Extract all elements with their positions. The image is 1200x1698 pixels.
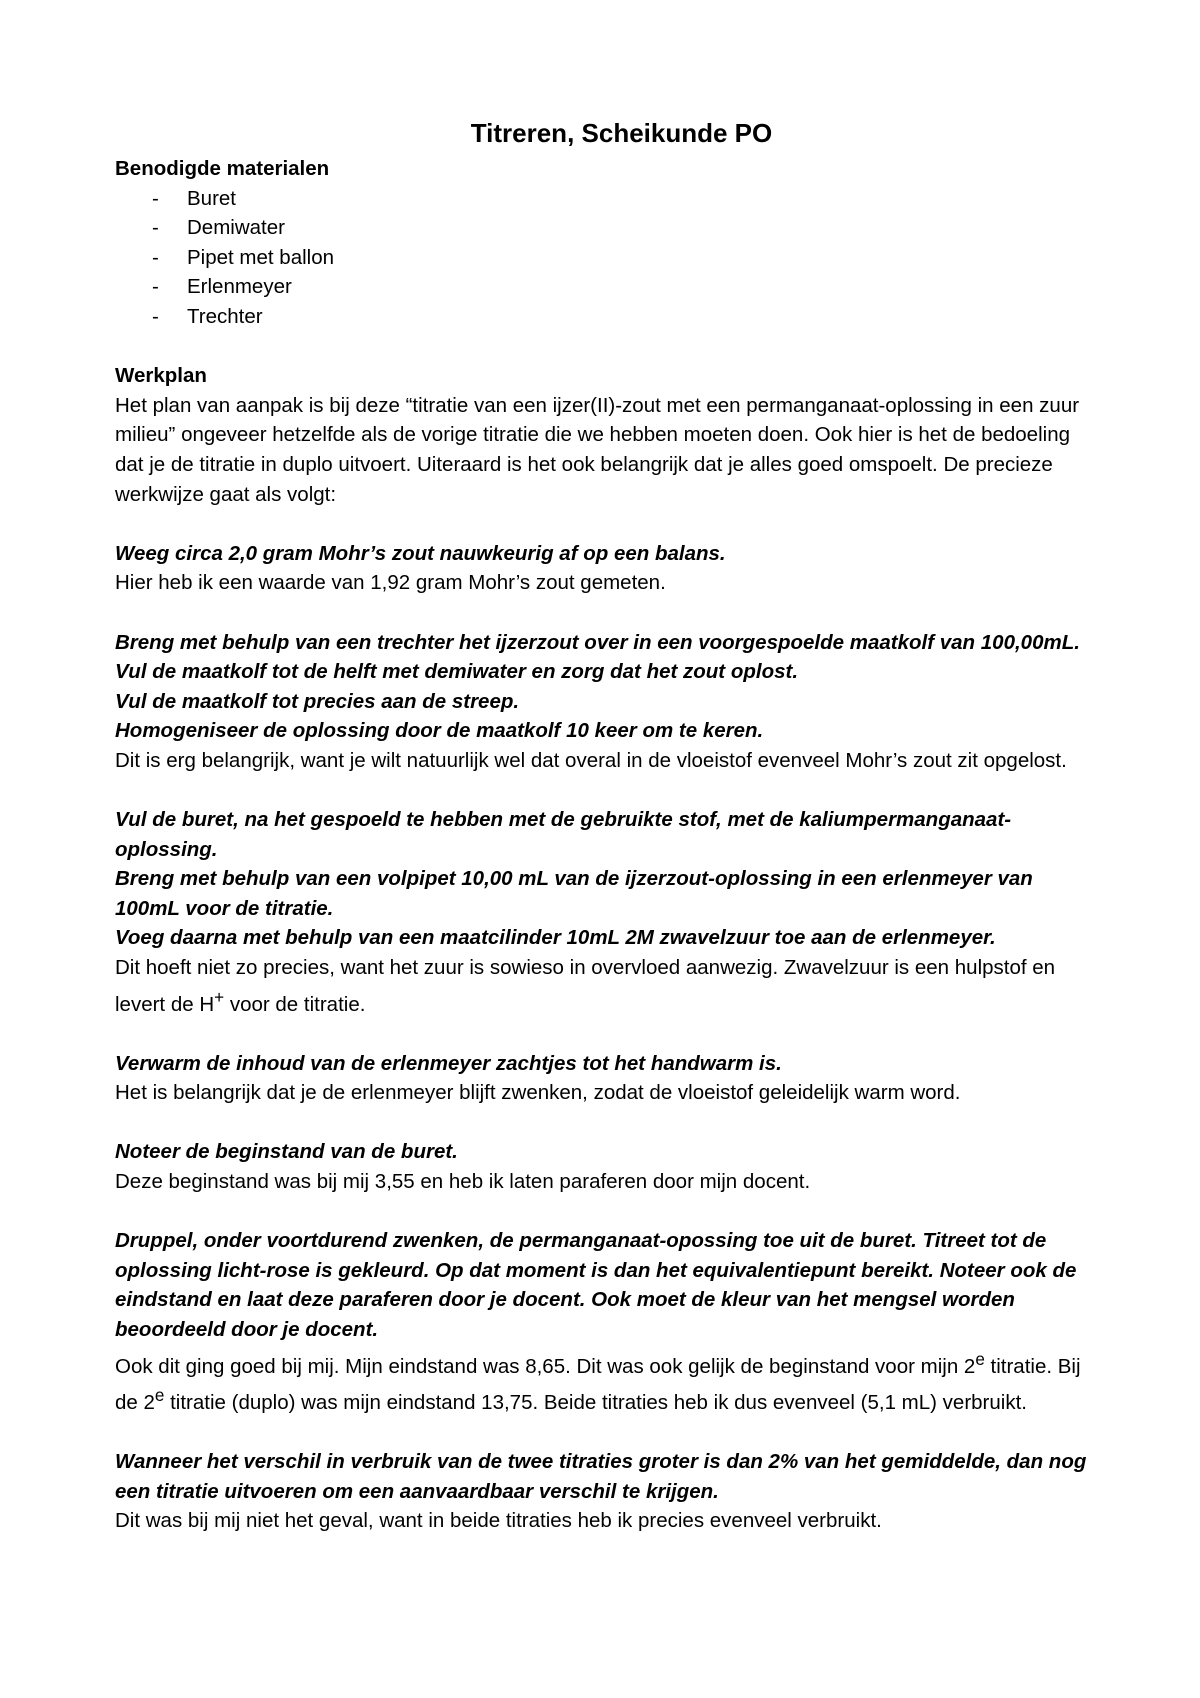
list-item-text: Buret [187, 186, 236, 210]
list-item-text: Trechter [187, 304, 263, 328]
note-text: Dit hoeft niet zo precies, want het zuur is sowieso in overvloed aanwezig. Zwavelzuur is een hulpstof en levert de H [115, 956, 1056, 1016]
list-item: - Trechter [152, 304, 263, 328]
step-instruction: Wanneer het verschil in verbruik van de twee titraties groter is dan 2% van het gemiddelde, dan nog een titratie uitvoeren om een aanvaardbaar verschil te krijgen. [115, 1450, 1087, 1503]
document-page [115, 118, 1100, 1536]
step-instruction: Breng met behulp van een volpipet 10,00 mL van de ijzerzout-oplossing in een erlenmeyer van 100mL voor de titratie. [115, 867, 1033, 920]
note-text: titratie. Bij de 2 [115, 1354, 1081, 1414]
step-note: Hier heb ik een waarde van 1,92 gram Mohr’s zout gemeten. [115, 571, 666, 595]
list-item-text: Erlenmeyer [187, 275, 292, 299]
note-text: Ook dit ging goed bij mij. Mijn eindstand was 8,65. Dit was ook gelijk de beginstand voor mijn 2 [115, 1354, 976, 1378]
step-note: Dit was bij mij niet het geval, want in beide titraties heb ik precies evenveel verbruikt. [115, 1509, 882, 1533]
step-instruction: Noteer de beginstand van de buret. [115, 1140, 458, 1164]
step-instruction: Homogeniseer de oplossing door de maatkolf 10 keer om te keren. [115, 719, 764, 743]
step-note: Het is belangrijk dat je de erlenmeyer blijft zwenken, zodat de vloeistof geleidelijk warm word. [115, 1081, 961, 1105]
werkplan-intro: Het plan van aanpak is bij deze “titratie van een ijzer(II)-zout met een permanganaat-oplossing in een zuur milieu” ongeveer hetzelfde als de vorige titratie die we hebben moeten doen. Ook hier is het de bedoeling dat je de titratie in duplo uitvoert. Uiteraard is het ook belangrijk dat je alles goed omspoelt. De precieze werkwijze gaat als volgt: [115, 393, 1080, 506]
werkplan-heading: Werkplan [115, 364, 207, 388]
step-instruction: Weeg circa 2,0 gram Mohr’s zout nauwkeurig af op een balans. [115, 541, 726, 565]
step-note: Deze beginstand was bij mij 3,55 en heb ik laten paraferen door mijn docent. [115, 1170, 811, 1194]
step-note [115, 953, 1100, 1019]
note-text: titratie (duplo) was mijn eindstand 13,75. Beide titraties heb ik dus evenveel (5,1 mL) verbruikt. [164, 1390, 1027, 1414]
superscript: e [975, 1349, 985, 1369]
step-note: Dit is erg belangrijk, want je wilt natuurlijk wel dat overal in de vloeistof evenveel Mohr’s zout zit opgelost. [115, 748, 1067, 772]
materials-heading: Benodigde materialen [115, 157, 330, 180]
step-instruction: Vul de buret, na het gespoeld te hebben met de gebruikte stof, met de kaliumpermanganaat-oplossing. [115, 808, 1012, 861]
note-text: voor de titratie. [224, 992, 366, 1016]
page-title: Titreren, Scheikunde PO [470, 118, 773, 148]
step-instruction: Vul de maatkolf tot precies aan de streep. [115, 689, 520, 713]
step-instruction: Breng met behulp van een trechter het ijzerzout over in een voorgespoelde maatkolf van 100,00mL. Vul de maatkolf tot de helft met demiwater en zorg dat het zout oplost. [115, 630, 1080, 684]
list-item: - Pipet met ballon [152, 245, 335, 269]
step-instruction: Voeg daarna met behulp van een maatcilinder 10mL 2M zwavelzuur toe aan de erlenmeyer. [115, 926, 996, 950]
list-item-text: Pipet met ballon [187, 245, 335, 269]
step-instruction: Verwarm de inhoud van de erlenmeyer zachtjes tot het handwarm is. [115, 1051, 782, 1075]
list-item: - Buret [152, 186, 236, 210]
list-item-text: Demiwater [187, 216, 285, 240]
list-item: - Erlenmeyer [152, 275, 292, 299]
materials-list [115, 184, 1100, 332]
list-item: - Demiwater [152, 216, 285, 240]
superscript: e [154, 1386, 165, 1405]
step-note [115, 1345, 1100, 1418]
superscript: + [214, 987, 225, 1007]
step-instruction: Druppel, onder voortdurend zwenken, de permanganaat-opossing toe uit de buret. Titreet tot de oplossing licht-rose is gekleurd. Op dat moment is dan het equivalentiepunt bereikt. Noteer ook de eindstand en laat deze paraferen door je docent. Ook moet de kleur van het mengsel worden beoordeeld door je docent. [115, 1229, 1077, 1341]
